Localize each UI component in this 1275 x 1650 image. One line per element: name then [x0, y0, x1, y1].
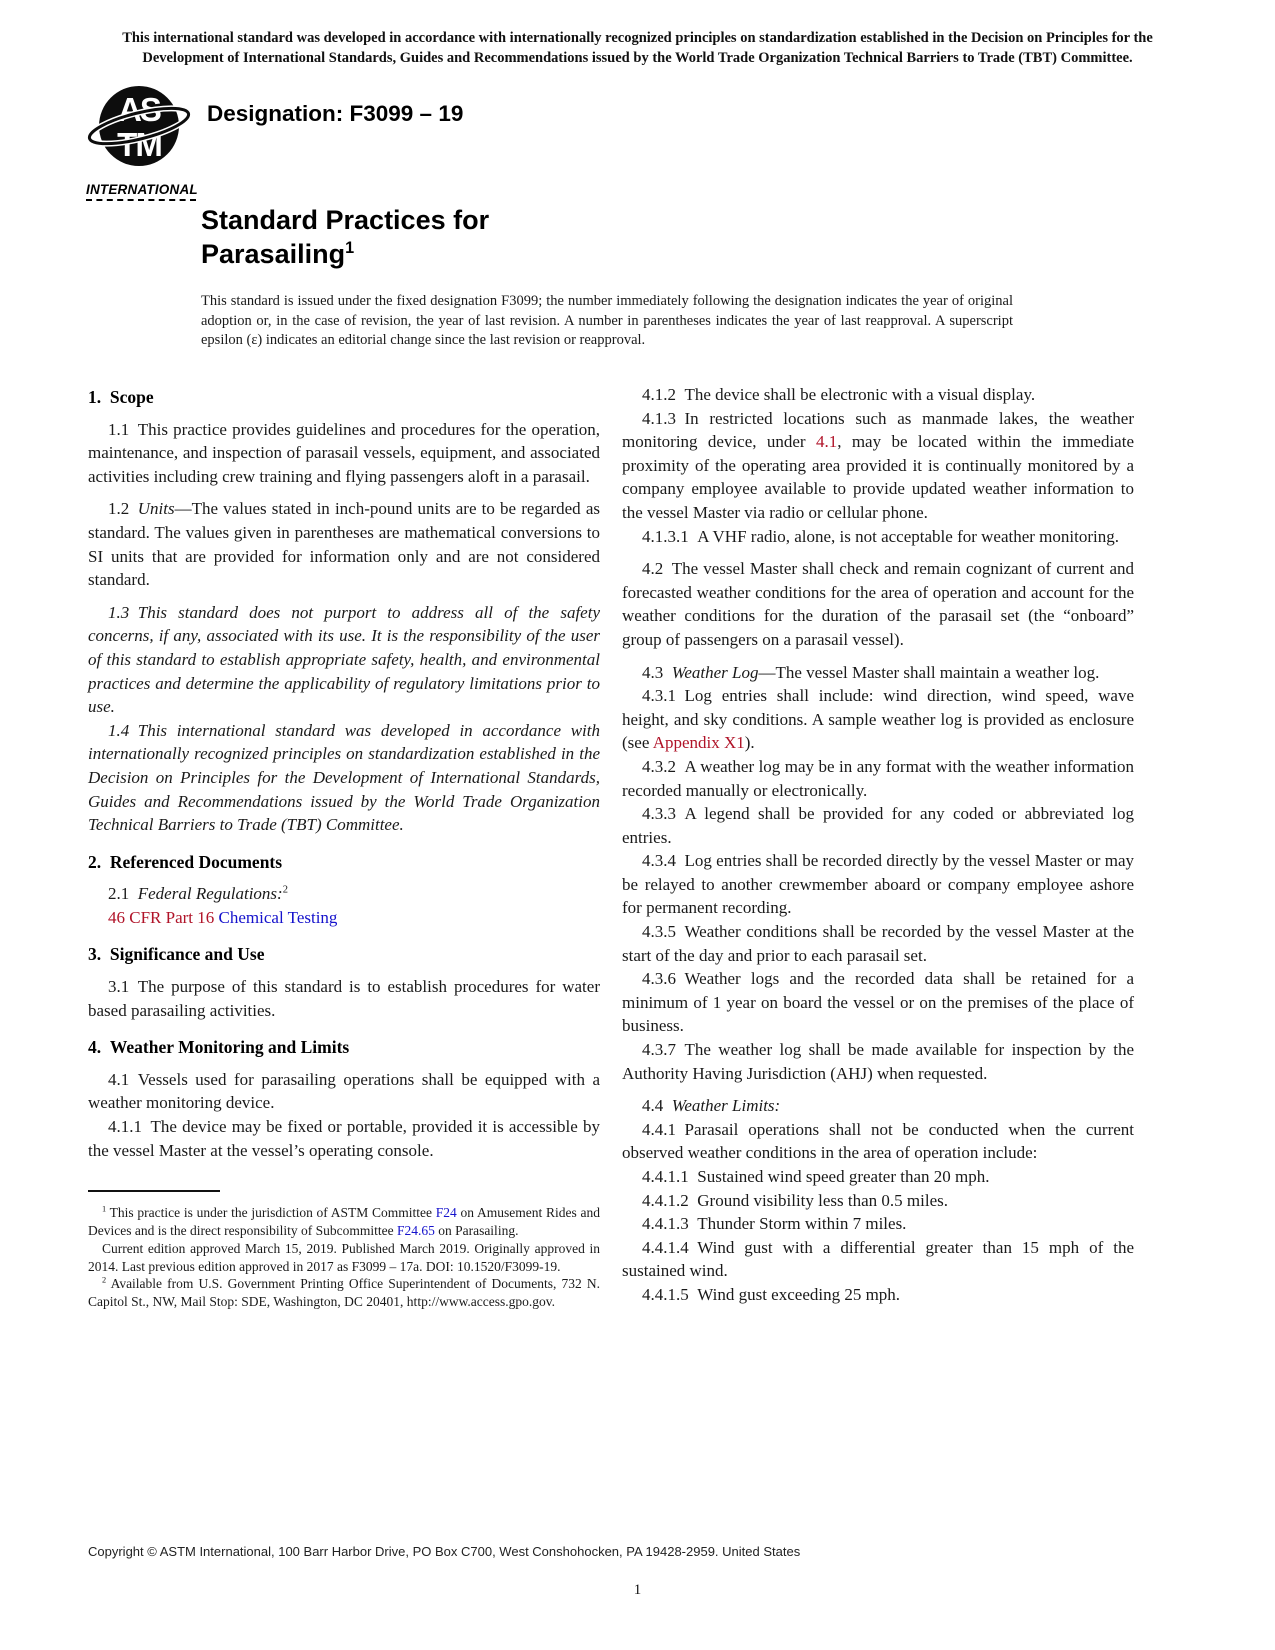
- text-segment: 1.1 This practice provides guidelines and procedures for the operation, maintenance, and inspection of parasail vessels, equipment, and associated activities including crew training and flying passengers aloft in a parasail.: [88, 419, 600, 486]
- title-line-2: [201, 237, 489, 271]
- body-paragraph: [622, 407, 1134, 525]
- body-paragraph: [622, 802, 1134, 849]
- superscript-marker: 2: [102, 1275, 107, 1285]
- footnote: [88, 1275, 600, 1311]
- text-segment: 2.1: [108, 884, 138, 904]
- issuance-note: This standard is issued under the fixed designation F3099; the number immediately following the designation indicates the year of original adoption or, in the case of revision, the year of last revision. A number in parentheses indicates the year of last reapproval. A superscript epsilon (ε) indicates an editorial change since the last revision or reapproval.: [201, 293, 1013, 348]
- logo-text-bottom: TM: [117, 126, 161, 163]
- text-segment: Current edition approved March 15, 2019. Published March 2019. Originally approved in 2014. Last previous edition approved in 2017 as F3099 – 17a. DOI: 10.1520/F3099-19.: [88, 1240, 600, 1274]
- body-paragraph: [622, 1283, 1134, 1307]
- text-segment: Federal Regulations:: [137, 884, 283, 904]
- text-segment: 4.4.1.5 Wind gust exceeding 25 mph.: [642, 1284, 901, 1304]
- astm-globe-icon: [86, 84, 192, 176]
- text-segment: 4.4.1.3 Thunder Storm within 7 miles.: [642, 1214, 907, 1234]
- body-paragraph: [622, 383, 1134, 407]
- section-heading: 3. Significance and Use: [88, 944, 265, 965]
- body-paragraph: [622, 557, 1134, 651]
- page-title: [201, 203, 489, 271]
- text-segment: 4.3.4 Log entries shall be recorded directly by the vessel Master or may be relayed to another crewmember aboard or company employee ashore for permanent recording.: [622, 851, 1134, 918]
- body-paragraph: [622, 1038, 1134, 1085]
- superscript-marker: 1: [102, 1204, 107, 1214]
- body-paragraph: [88, 719, 600, 837]
- text-segment: 4.3: [642, 662, 672, 682]
- body-paragraph: [88, 906, 600, 930]
- text-segment: 4.4.1 Parasail operations shall not be conducted when the current observed weather conditions in the area of operation include:: [622, 1119, 1134, 1163]
- text-segment: 4.3.1 Log entries shall include: wind direction, wind speed, wave height, and sky conditions. A sample weather log is provided as enclosure (see: [622, 686, 1134, 753]
- body-paragraph: [88, 418, 600, 489]
- left-column: [88, 383, 600, 1311]
- text-segment: 4.4.1.4 Wind gust with a differential greater than 15 mph of the sustained wind.: [622, 1237, 1134, 1281]
- body-paragraph: [622, 1212, 1134, 1236]
- page-number: 1: [633, 1582, 642, 1598]
- section-heading: 2. Referenced Documents: [88, 851, 283, 872]
- text-segment: 4.1 Vessels used for parasailing operations shall be equipped with a weather monitoring device.: [88, 1069, 600, 1113]
- body-paragraph: [88, 1115, 600, 1162]
- body-paragraph: [622, 684, 1134, 755]
- footnote-divider: [88, 1190, 220, 1192]
- text-segment: 4.3.6 Weather logs and the recorded data shall be retained for a minimum of 1 year on board the vessel or on the premises of the place of business.: [622, 969, 1134, 1036]
- cross-reference-link[interactable]: 46 CFR Part 16: [108, 907, 215, 927]
- text-segment: ).: [744, 733, 755, 753]
- body-paragraph: [622, 1094, 1134, 1118]
- cross-reference-link[interactable]: 4.1: [815, 432, 838, 452]
- body-paragraph: [622, 1165, 1134, 1189]
- body-paragraph: [622, 525, 1134, 549]
- text-segment: 4.3.3 A legend shall be provided for any coded or abbreviated log entries.: [622, 804, 1134, 847]
- text-segment: 3.1 The purpose of this standard is to establish procedures for water based parasailing activities.: [88, 977, 600, 1020]
- text-segment: Weather Log: [671, 662, 759, 682]
- text-segment: on Parasailing.: [434, 1223, 519, 1239]
- text-segment: 4.3.2 A weather log may be in any format with the weather information recorded manually or electronically.: [622, 756, 1134, 800]
- text-segment: , may be located within the immediate proximity of the operating area provided it is continually monitored by a company employee available to provide updated weather information to the vessel Master via radio or cellular phone.: [622, 432, 1134, 522]
- title-line-1: Standard Practices for: [201, 205, 490, 235]
- footer-copyright: Copyright © ASTM International, 100 Barr Harbor Drive, PO Box C700, West Conshohocken, PA 19428-2959. United States: [88, 1544, 801, 1559]
- cross-reference-link[interactable]: Appendix X1: [652, 733, 745, 753]
- body-paragraph: [622, 755, 1134, 802]
- body-paragraph: [88, 975, 600, 1022]
- body-paragraph: [622, 920, 1134, 967]
- text-segment: 4.3.7 The weather log shall be made available for inspection by the Authority Having Jurisdiction (AHJ) when requested.: [622, 1040, 1134, 1083]
- text-segment: 4.4.1.1 Sustained wind speed greater than 20 mph.: [642, 1167, 990, 1186]
- text-segment: 4.4: [642, 1096, 672, 1116]
- superscript-marker: 2: [282, 884, 288, 896]
- text-segment: 4.3.5 Weather conditions shall be recorded by the vessel Master at the start of the day and prior to each parasail set.: [622, 922, 1134, 965]
- text-segment: 1.3 This standard does not purport to address all of the safety concerns, if any, associated with its use. It is the responsibility of the user of this standard to establish appropriate safety, health, and environmental practices and determine the applicability of regulatory limitations prior to use.: [88, 602, 600, 717]
- body-paragraph: [88, 1068, 600, 1115]
- text-segment: 4.1.1 The device may be fixed or portable, provided it is accessible by the vessel Master at the vessel’s operating console.: [88, 1117, 600, 1160]
- body-columns: [88, 383, 1135, 1311]
- logo-text-top: AS: [118, 91, 160, 128]
- body-paragraph: [622, 1189, 1134, 1213]
- text-segment: 4.1.2 The device shall be electronic with a visual display.: [642, 385, 1036, 404]
- text-segment: —The vessel Master shall maintain a weather log.: [758, 662, 1100, 682]
- footnote: [88, 1204, 600, 1240]
- title-footnote-marker[interactable]: 1: [345, 239, 355, 257]
- body-paragraph: [622, 661, 1134, 685]
- text-segment: 4.1.3 In restricted locations such as manmade lakes, the weather monitoring device, under: [622, 408, 1134, 452]
- astm-logo: [86, 84, 196, 201]
- body-paragraph: [622, 849, 1134, 920]
- section-heading: 4. Weather Monitoring and Limits: [88, 1037, 350, 1058]
- title-text: Parasailing: [201, 239, 346, 269]
- body-paragraph: [88, 497, 600, 591]
- text-segment: —The values stated in inch-pound units are to be regarded as standard. The values given in parentheses are mathematical conversions to SI units that are provided for information only and are not considered standard.: [88, 499, 600, 590]
- text-segment: Available from U.S. Government Printing Office Superintendent of Documents, 732 N. Capitol St., NW, Mail Stop: SDE, Washington, DC 20401, http://www.access.gpo.gov.: [88, 1276, 600, 1310]
- cross-reference-link[interactable]: F24.65: [396, 1223, 435, 1239]
- body-paragraph: [622, 967, 1134, 1038]
- section-heading: 1. Scope: [88, 387, 154, 407]
- designation-label: Designation: F3099 – 19: [207, 101, 464, 126]
- text-segment: 4.1.3.1 A VHF radio, alone, is not acceptable for weather monitoring.: [642, 526, 1119, 546]
- body-paragraph: [88, 601, 600, 719]
- cross-reference-link[interactable]: F24: [435, 1205, 457, 1221]
- body-paragraph: [622, 1236, 1134, 1283]
- body-paragraph: [88, 882, 600, 906]
- right-column: [622, 383, 1134, 1311]
- logo-international-label: INTERNATIONAL: [86, 182, 196, 201]
- text-segment: 1.4 This international standard was developed in accordance with internationally recognized principles on standardization established in the Decision on Principles for the Development of International Standards, Guides and Recommendations issued by the World Trade Organization Technical Barriers to Trade (TBT) Committee.: [88, 720, 600, 835]
- footnote: [88, 1240, 600, 1276]
- cross-reference-link[interactable]: Chemical Testing: [218, 907, 338, 927]
- body-paragraph: [622, 1118, 1134, 1165]
- text-segment: This practice is under the jurisdiction of ASTM Committee: [106, 1205, 436, 1221]
- text-segment: on Amusement Rides and Devices and is the direct responsibility of Subcommittee: [88, 1205, 600, 1239]
- text-segment: Units: [137, 499, 175, 519]
- text-segment: 4.4.1.2 Ground visibility less than 0.5 miles.: [642, 1190, 948, 1210]
- text-segment: Weather Limits:: [671, 1096, 781, 1116]
- footnotes: [88, 1204, 600, 1311]
- tbt-notice: This international standard was developed in accordance with internationally recognized principles on standardization established in the Decision on Principles for the Development of International Standards, Guides and Recommendations issued by the World Trade Organization Technical Barriers to Trade (TBT) Committee.: [122, 30, 1153, 66]
- text-segment: 1.2: [108, 499, 138, 519]
- text-segment: 4.2 The vessel Master shall check and remain cognizant of current and forecasted weather conditions for the area of operation and account for the weather conditions for the duration of the parasail set (the “onboard” group of passengers on a parasail vessel).: [622, 559, 1134, 649]
